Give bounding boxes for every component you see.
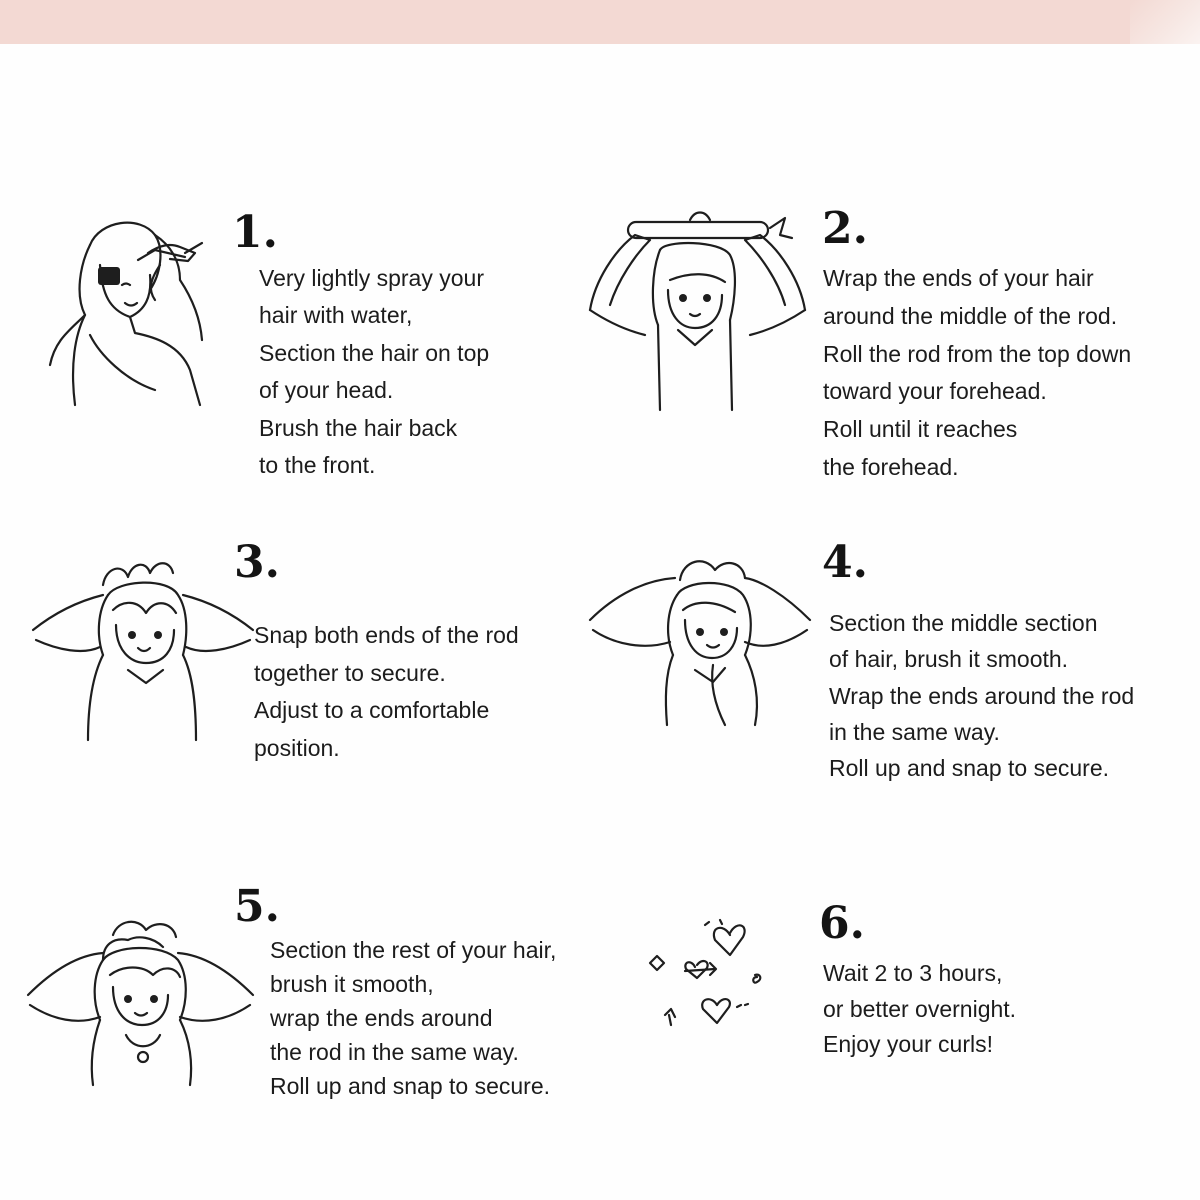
instruction-line: Brush the hair back [259, 414, 458, 441]
instruction-line: Wait 2 to 3 hours, [823, 960, 1003, 986]
instruction-line: Roll the rod from the top down [823, 340, 1132, 367]
instruction-line: Wrap the ends of your hair [823, 265, 1094, 291]
instruction-line: the forehead. [823, 453, 959, 480]
instruction-line: Snap both ends of the rod [254, 622, 519, 648]
instruction-line: Adjust to a comfortable [254, 697, 490, 723]
instruction-line: wrap the ends around [270, 1004, 493, 1031]
instruction-line: position. [254, 734, 340, 761]
instruction-line: Roll until it reaches [823, 416, 1018, 443]
instruction-line: Very lightly spray your [259, 265, 484, 291]
step-number: 4. [822, 537, 868, 588]
instruction-line: Roll up and snap to secure. [270, 1072, 551, 1099]
instruction-line: around the middle of the rod. [823, 302, 1118, 329]
girl-rolling-rod-illustration [580, 210, 815, 410]
instruction-line: hair with water, [259, 302, 413, 329]
instruction-line: together to secure. [254, 659, 446, 686]
hearts-doodle-icon [645, 905, 775, 1040]
girl-rolling-middle-section-illustration [585, 550, 815, 730]
instruction-line: or better overnight. [823, 995, 1017, 1022]
girl-rolling-rest-illustration [18, 915, 263, 1085]
step-number: 3. [234, 537, 280, 588]
instruction-line: Wrap the ends around the rod [829, 682, 1135, 709]
step-instructions [823, 260, 1131, 487]
instruction-line: in the same way. [829, 718, 1000, 745]
step-instructions [823, 956, 1016, 1063]
step-instructions [259, 260, 489, 484]
instruction-line: brush it smooth, [270, 970, 434, 997]
instruction-line: of your head. [259, 377, 394, 404]
step-instructions [829, 605, 1134, 786]
instruction-line: of hair, brush it smooth. [829, 646, 1069, 673]
top-band-corner-shade [1130, 0, 1200, 44]
step-instructions [254, 617, 519, 767]
girl-spraying-hair-illustration [30, 205, 230, 420]
instruction-line: Section the hair on top [259, 339, 490, 366]
step-number: 5. [234, 881, 280, 932]
instruction-line: Section the middle section [829, 610, 1098, 636]
step-instructions [270, 934, 556, 1104]
top-decorative-band [0, 0, 1200, 44]
instruction-line: toward your forehead. [823, 378, 1047, 405]
step-number: 2. [822, 203, 868, 254]
instruction-line: to the front. [259, 452, 376, 479]
instruction-line: Enjoy your curls! [823, 1031, 994, 1057]
step-number: 6. [819, 898, 865, 949]
girl-snapping-rod-illustration [28, 555, 258, 740]
instruction-line: the rod in the same way. [270, 1038, 519, 1065]
step-number: 1. [232, 207, 278, 258]
instruction-line: Roll up and snap to secure. [829, 755, 1110, 782]
instruction-line: Section the rest of your hair, [270, 937, 557, 963]
